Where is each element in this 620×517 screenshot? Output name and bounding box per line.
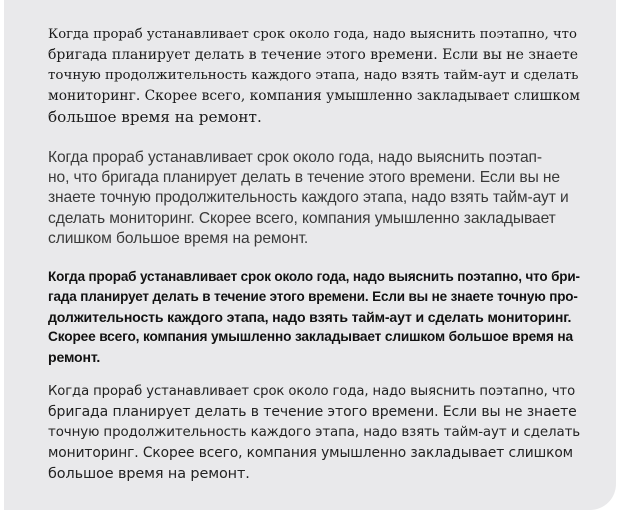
text-card (4, 0, 616, 510)
paragraph-line: слишком большое время на ремонт. (48, 229, 309, 247)
paragraph-line: должительность каждого этапа, надо взять тайм-аут и сделать мониторинг. (48, 309, 572, 326)
paragraph-line: бригада планирует делать в течение этого времени. Если вы не знаете (48, 47, 578, 64)
paragraph-line: бригада планирует делать в течение этого времени. Если вы не знаете (48, 404, 577, 421)
paragraph-line: ремонт. (48, 349, 101, 366)
paragraph-line: точную продолжительность каждого этапа, надо взять тайм-аут и сделать (48, 424, 581, 440)
paragraph-line: Когда прораб устанавливает срок около года, надо выяснить поэтапно, что бри- (48, 269, 580, 284)
paragraph-line: большое время на ремонт. (48, 107, 262, 126)
paragraph-line: Скорее всего, компания умышленно закладывает слишком большое время на (48, 329, 573, 345)
paragraph-bold-sans (48, 267, 580, 367)
paragraph-line: Когда прораб устанавливает срок около года, надо выяснить поэтап- (48, 149, 542, 166)
paragraph-line: точную продолжительность каждого этапа, надо взять тайм-аут и сделать (48, 67, 579, 83)
paragraph-line: мониторинг. Скорее всего, компания умышленно закладывает слишком (48, 445, 573, 462)
paragraph-line: сделать мониторинг. Скорее всего, компания умышленно закладывает (48, 209, 556, 227)
paragraph-light-sans (48, 148, 578, 249)
paragraph-line: знаете точную продолжительность каждого этапа, надо взять тайм-аут и (48, 189, 569, 207)
paragraph-serif (48, 25, 580, 127)
paragraph-line: но, что бригада планирует делать в течение этого времени. Если вы не (48, 169, 560, 187)
paragraph-line: большое время на ремонт. (48, 465, 250, 482)
paragraph-line: гада планирует делать в течение этого времени. Если вы не знаете точную про- (48, 289, 578, 305)
paragraph-line: Когда прораб устанавливает срок около года, надо выяснить поэтапно, что (48, 27, 577, 42)
paragraph-line: мониторинг. Скорее всего, компания умышленно закладывает слишком (48, 88, 581, 105)
paragraph-regular-sans (48, 382, 580, 484)
paragraph-line: Когда прораб устанавливает срок около года, надо выяснить поэтапно, что (48, 384, 576, 399)
